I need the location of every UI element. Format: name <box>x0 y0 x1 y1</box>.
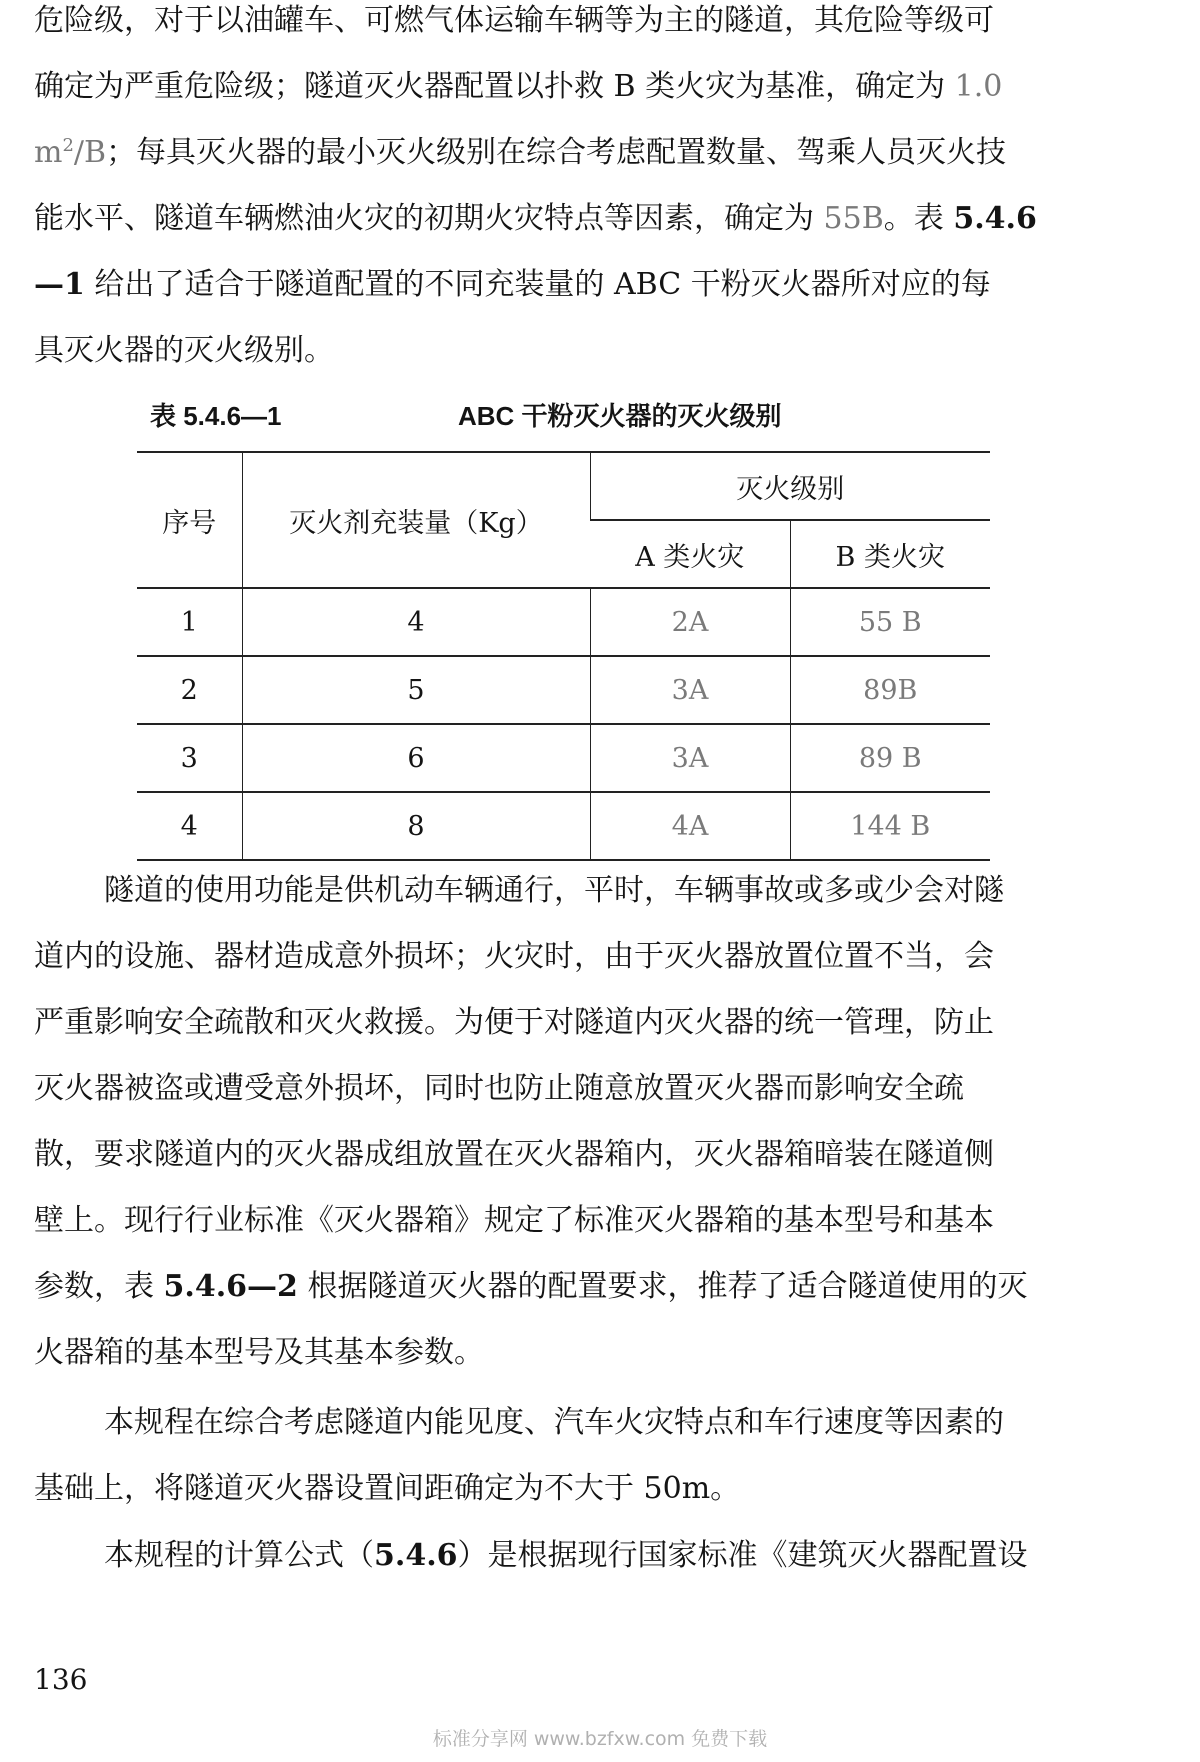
text-span: 具灭火器的灭火级别。 <box>34 333 334 368</box>
text-line <box>34 186 1124 252</box>
text-span: 危险级，对于以油罐车、可燃气体运输车辆等为主的隧道，其危险等级可 <box>34 3 994 38</box>
text-line <box>34 1320 1124 1386</box>
table-number: 表 5.4.6—1 <box>150 401 282 431</box>
cell-class-a: 2A <box>590 588 790 656</box>
cell-class-a: 4A <box>590 792 790 860</box>
text-line <box>34 1523 1124 1589</box>
text-line <box>34 1390 1124 1456</box>
text-line <box>34 120 1124 186</box>
text-span: 本规程的计算公式（ <box>104 1538 374 1573</box>
rating-value: 55B <box>823 201 884 236</box>
table-title: ABC 干粉灭火器的灭火级别 <box>458 401 782 431</box>
cell-index: 4 <box>137 792 242 860</box>
extinguisher-rating-table <box>137 451 990 861</box>
page-number: 136 <box>34 1663 88 1696</box>
text-span: 参数，表 <box>34 1269 164 1304</box>
text-line <box>34 1254 1124 1320</box>
text-span: 火器箱的基本型号及其基本参数。 <box>34 1335 484 1370</box>
header-index: 序号 <box>137 452 242 588</box>
header-class-a: A 类火灾 <box>590 520 790 588</box>
table-row <box>137 656 990 724</box>
text-line <box>34 1188 1124 1254</box>
unit-suffix: /B <box>73 135 107 170</box>
text-span: 基础上，将隧道灭火器设置间距确定为不大于 50m。 <box>34 1471 741 1506</box>
watermark: 标准分享网 www.bzfxw.com 免费下载 <box>432 1728 768 1750</box>
formula-reference: 5.4.6 <box>374 1538 458 1573</box>
cell-index: 3 <box>137 724 242 792</box>
text-span: 。表 <box>883 201 954 236</box>
cell-class-b: 144 B <box>790 792 990 860</box>
table-row <box>137 792 990 860</box>
cell-charge: 8 <box>242 792 590 860</box>
usage-paragraph <box>34 858 1124 1386</box>
header-charge: 灭火剂充装量（Kg） <box>242 452 590 588</box>
density-unit <box>34 135 106 170</box>
text-line <box>34 318 1124 384</box>
text-span: 灭火器被盗或遭受意外损坏，同时也防止随意放置灭火器而影响安全疏 <box>34 1071 964 1106</box>
cell-charge: 4 <box>242 588 590 656</box>
text-line <box>34 1456 1124 1522</box>
text-span: 本规程在综合考虑隧道内能见度、汽车火灾特点和车行速度等因素的 <box>104 1405 1004 1440</box>
text-span: 根据隧道灭火器的配置要求，推荐了适合隧道使用的灭 <box>297 1269 1028 1304</box>
table-header-row <box>137 452 990 520</box>
unit-exponent: 2 <box>62 135 74 156</box>
header-rating: 灭火级别 <box>590 452 990 520</box>
cell-class-a: 3A <box>590 656 790 724</box>
table-reference: —1 <box>34 267 85 302</box>
text-span: 隧道的使用功能是供机动车辆通行，平时，车辆事故或多或少会对隧 <box>104 873 1004 908</box>
text-line <box>34 54 1124 120</box>
text-span: 壁上。现行行业标准《灭火器箱》规定了标准灭火器箱的基本型号和基本 <box>34 1203 994 1238</box>
text-span: 严重影响安全疏散和灭火救援。为便于对隧道内灭火器的统一管理，防止 <box>34 1005 994 1040</box>
text-line <box>34 990 1124 1056</box>
table-caption <box>150 396 950 436</box>
header-class-b: B 类火灾 <box>790 520 990 588</box>
text-span: 确定为严重危险级；隧道灭火器配置以扑救 B 类火灾为基准，确定为 <box>34 69 955 104</box>
text-span: 散，要求隧道内的灭火器成组放置在灭火器箱内，灭火器箱暗装在隧道侧 <box>34 1137 994 1172</box>
formula-paragraph <box>34 1523 1124 1589</box>
cell-class-b: 89B <box>790 656 990 724</box>
cell-index: 2 <box>137 656 242 724</box>
text-span: ；每具灭火器的最小灭火级别在综合考虑配置数量、驾乘人员灭火技 <box>106 135 1007 170</box>
cell-charge: 5 <box>242 656 590 724</box>
spacing-paragraph <box>34 1390 1124 1522</box>
density-value: 1.0 <box>954 69 1003 104</box>
text-span: 道内的设施、器材造成意外损坏；火灾时，由于灭火器放置位置不当，会 <box>34 939 994 974</box>
text-line <box>34 924 1124 990</box>
text-span: ）是根据现行国家标准《建筑灭火器配置设 <box>457 1538 1028 1573</box>
text-line <box>34 1122 1124 1188</box>
text-line <box>34 252 1124 318</box>
text-line <box>34 1056 1124 1122</box>
cell-class-a: 3A <box>590 724 790 792</box>
cell-charge: 6 <box>242 724 590 792</box>
text-line <box>34 858 1124 924</box>
table-row <box>137 724 990 792</box>
intro-paragraph <box>34 0 1124 384</box>
text-span: 能水平、隧道车辆燃油火灾的初期火灾特点等因素，确定为 <box>34 201 824 236</box>
cell-class-b: 55 B <box>790 588 990 656</box>
unit-base: m <box>34 135 63 170</box>
table-reference: 5.4.6 <box>953 201 1037 236</box>
table-row <box>137 588 990 656</box>
text-span: 给出了适合于隧道配置的不同充装量的 ABC 干粉灭火器所对应的每 <box>84 267 991 302</box>
table-reference: 5.4.6—2 <box>163 1269 298 1304</box>
cell-index: 1 <box>137 588 242 656</box>
text-line <box>34 0 1124 54</box>
cell-class-b: 89 B <box>790 724 990 792</box>
